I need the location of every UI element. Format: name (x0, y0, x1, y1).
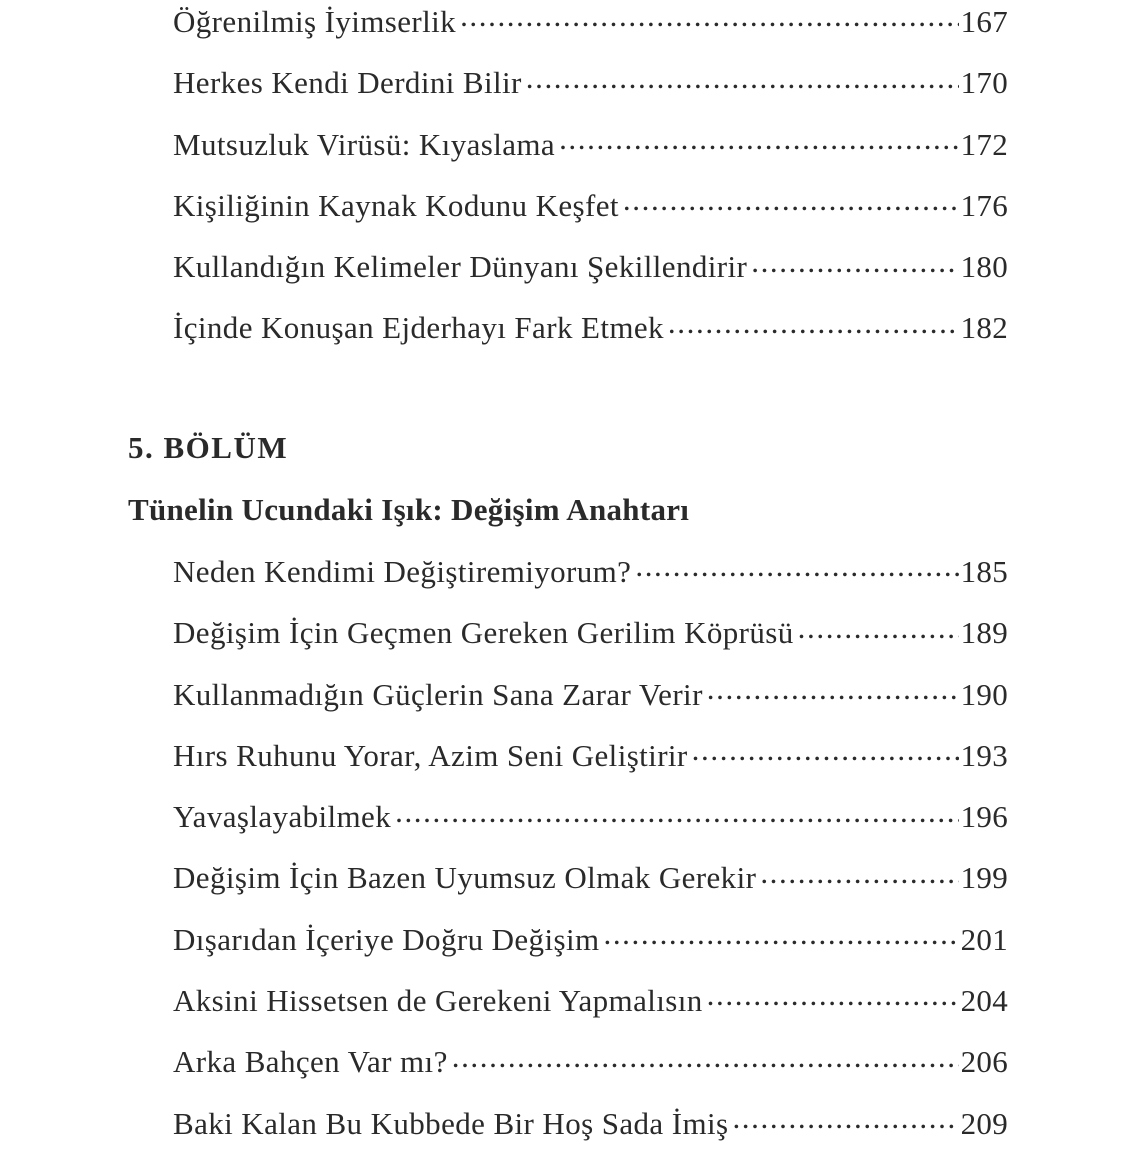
toc-entry-page-number: 199 (960, 860, 1008, 896)
dot-leader (452, 1041, 959, 1072)
toc-entry-title: Neden Kendimi Değiştiremiyorum? (173, 554, 632, 589)
dot-leader (751, 246, 958, 277)
chapter-number-heading: 5. BÖLÜM (128, 430, 289, 465)
dot-leader (526, 62, 959, 93)
dot-leader (707, 674, 959, 705)
toc-entry-page-number: 189 (960, 615, 1008, 651)
toc-entries-previous-chapter (173, 0, 1008, 359)
toc-entry-page-number: 206 (960, 1044, 1008, 1080)
toc-entry (173, 970, 1008, 1031)
toc-entry (173, 847, 1008, 908)
toc-entry-page-number: 209 (960, 1105, 1008, 1141)
toc-entry (173, 175, 1008, 236)
dot-leader (460, 1, 959, 32)
chapter-title-heading: Tünelin Ucundaki Işık: Değişim Anahtarı (128, 492, 690, 527)
dot-leader (623, 185, 959, 216)
toc-entry (173, 602, 1008, 663)
toc-entry (173, 297, 1008, 358)
toc-entry-page-number: 167 (960, 4, 1008, 39)
toc-entry (173, 909, 1008, 970)
dot-leader (798, 612, 959, 643)
dot-leader (760, 857, 958, 888)
toc-entry (173, 236, 1008, 297)
dot-leader (668, 307, 959, 338)
toc-entries-chapter-5 (173, 541, 1008, 1154)
toc-entry-title: Kullanmadığın Güçlerin Sana Zarar Verir (173, 676, 703, 712)
toc-entry-page-number: 176 (960, 187, 1008, 223)
toc-entry-page-number: 185 (960, 554, 1008, 589)
dot-leader (395, 796, 958, 827)
toc-entry (173, 786, 1008, 847)
toc-entry-page-number: 190 (960, 676, 1008, 712)
toc-entry (173, 114, 1008, 175)
toc-entry-page-number: 170 (960, 65, 1008, 101)
toc-entry (173, 541, 1008, 602)
toc-entry-page-number: 180 (960, 249, 1008, 285)
toc-entry-title: Değişim İçin Geçmen Gereken Gerilim Köprüsü (173, 615, 794, 651)
toc-entry-title: Mutsuzluk Virüsü: Kıyaslama (173, 126, 556, 162)
toc-entry-title: Aksini Hissetsen de Gerekeni Yapmalısın (173, 983, 703, 1019)
toc-entry-page-number: 182 (960, 310, 1008, 346)
toc-entry-title: Baki Kalan Bu Kubbede Bir Hoş Sada İmiş (173, 1105, 729, 1141)
dot-leader (732, 1103, 958, 1134)
toc-entry (173, 1031, 1008, 1092)
toc-entry (173, 52, 1008, 113)
dot-leader (692, 735, 959, 766)
toc-entry-page-number: 196 (960, 799, 1008, 835)
toc-entry-title: Dışarıdan İçeriye Doğru Değişim (173, 921, 600, 957)
toc-entry-title: Kişiliğinin Kaynak Kodunu Keşfet (173, 187, 619, 223)
toc-entry-title: Arka Bahçen Var mı? (173, 1044, 448, 1080)
toc-entry-title: Herkes Kendi Derdini Bilir (173, 65, 522, 101)
dot-leader (559, 124, 959, 155)
toc-entry-title: Yavaşlayabilmek (173, 799, 392, 835)
dot-leader (635, 551, 958, 582)
toc-entry-page-number: 193 (960, 737, 1008, 773)
toc-entry-page-number: 201 (960, 921, 1008, 957)
toc-entry-page-number: 172 (960, 126, 1008, 162)
toc-entry (173, 0, 1008, 52)
toc-entry-title: İçinde Konuşan Ejderhayı Fark Etmek (173, 310, 664, 346)
toc-entry-title: Hırs Ruhunu Yorar, Azim Seni Geliştirir (173, 737, 688, 773)
toc-entry-title: Değişim İçin Bazen Uyumsuz Olmak Gerekir (173, 860, 757, 896)
toc-entry-page-number: 204 (960, 983, 1008, 1019)
toc-entry-title: Öğrenilmiş İyimserlik (173, 4, 457, 39)
toc-entry (173, 664, 1008, 725)
toc-entry (173, 725, 1008, 786)
toc-entry (173, 1093, 1008, 1154)
dot-leader (603, 919, 958, 950)
dot-leader (707, 980, 959, 1011)
toc-entry-title: Kullandığın Kelimeler Dünyanı Şekillendirir (173, 249, 748, 285)
